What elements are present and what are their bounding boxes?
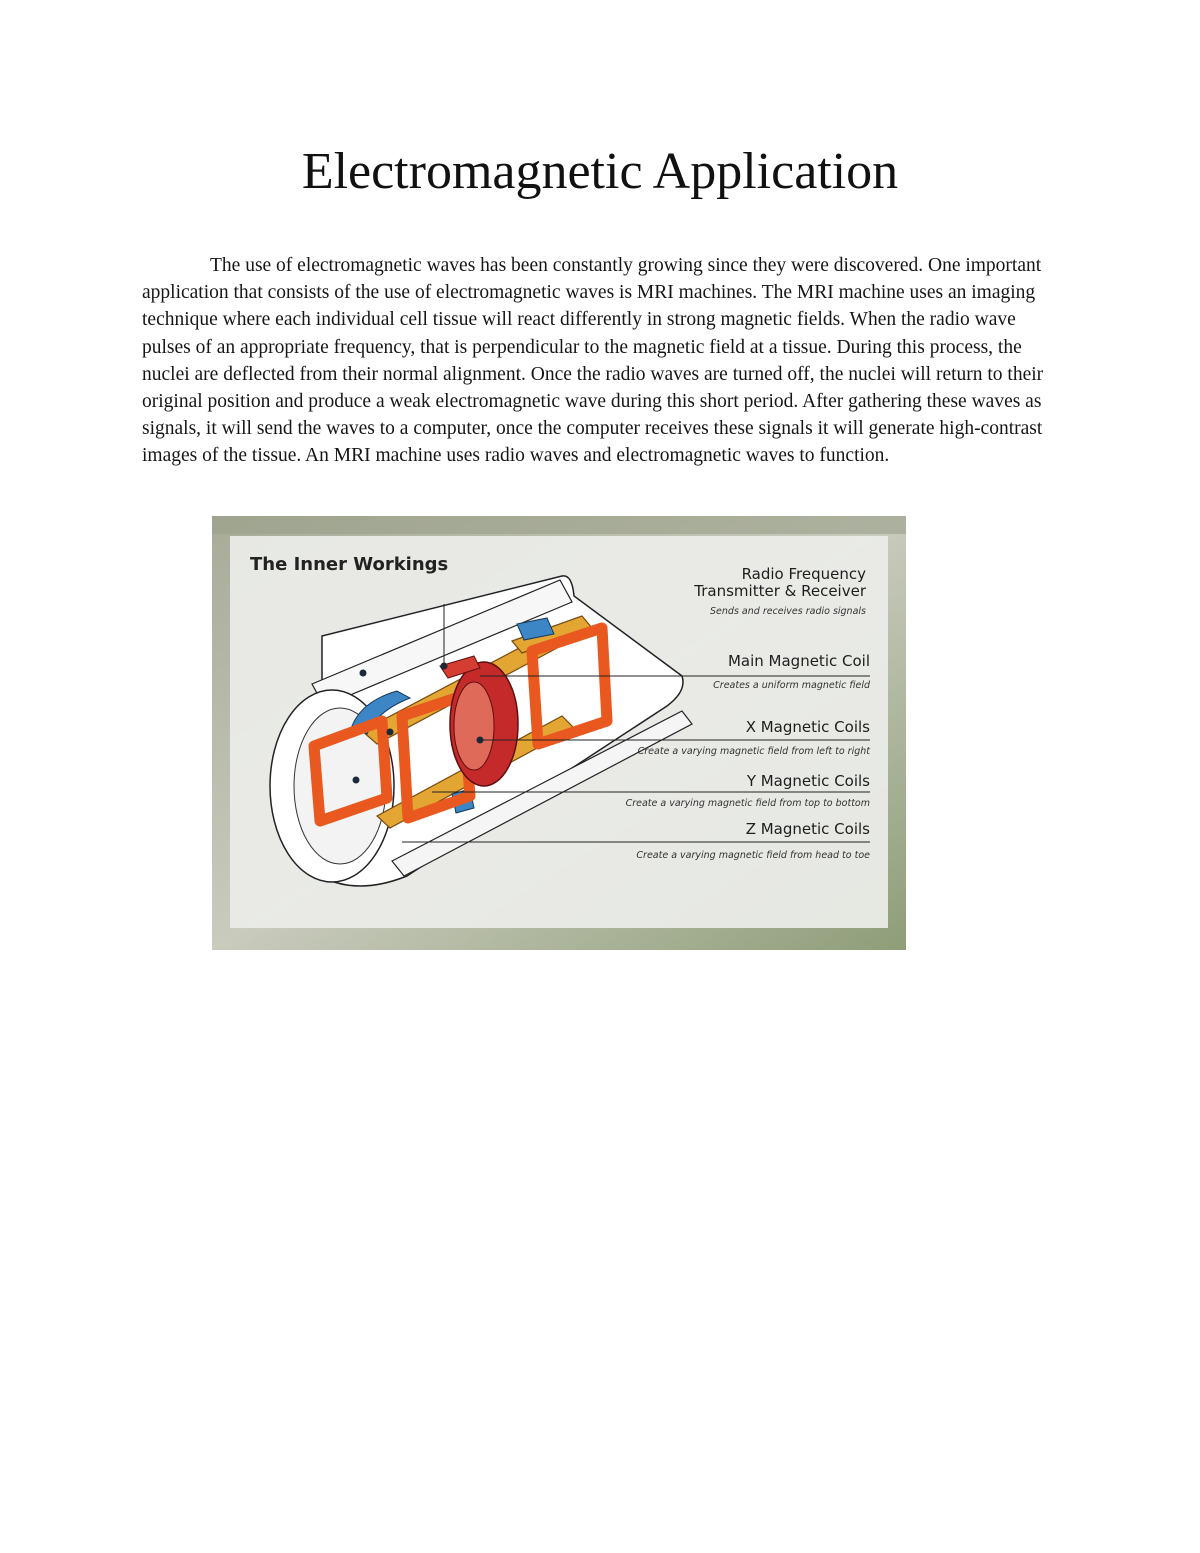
label-y-coils-desc: Create a varying magnetic field from top to bottom [625,798,870,809]
label-z-coils: Z Magnetic Coils [745,820,870,838]
callout-dot [353,777,360,784]
label-main-coil: Main Magnetic Coil [727,652,870,670]
label-rf-line1: Radio Frequency [741,565,866,583]
main-coil-inner [454,682,494,770]
body-paragraph: The use of electromagnetic waves has been constantly growing since they were discovered. One important application that consists of the use of electromagnetic waves is MRI machines. The MRI machine uses an imaging technique where each individual cell tissue will react differently in strong magnetic fields. When the radio wave pulses of an appropriate frequency, that is perpendicular to the magnetic field at a tissue. During this process, the nuclei are deflected from their normal alignment. Once the radio waves are turned off, the nuclei will return to their original position and produce a weak electromagnetic wave during this short period. After gathering these waves as signals, it will send the waves to a computer, once the computer receives these signals it will generate high-contrast images of the tissue. An MRI machine uses radio waves and electromagnetic waves to function. [142,255,1044,467]
figure-heading: The Inner Workings [250,554,449,575]
label-rf-desc: Sends and receives radio signals [710,606,866,617]
callout-dot [387,729,394,736]
callout-dot [360,670,367,677]
label-rf-line2: Transmitter & Receiver [694,582,866,600]
label-x-coils: X Magnetic Coils [745,718,870,736]
mri-diagram [212,516,906,950]
mri-inner-workings-figure [212,516,906,950]
label-x-coils-desc: Create a varying magnetic field from left to right [637,746,870,757]
label-z-coils-desc: Create a varying magnetic field from head to toe [636,850,870,861]
figure-top-band [212,516,906,534]
label-main-coil-desc: Creates a uniform magnetic field [713,680,870,691]
label-y-coils: Y Magnetic Coils [746,772,870,790]
document-title: Electromagnetic Application [301,143,899,200]
